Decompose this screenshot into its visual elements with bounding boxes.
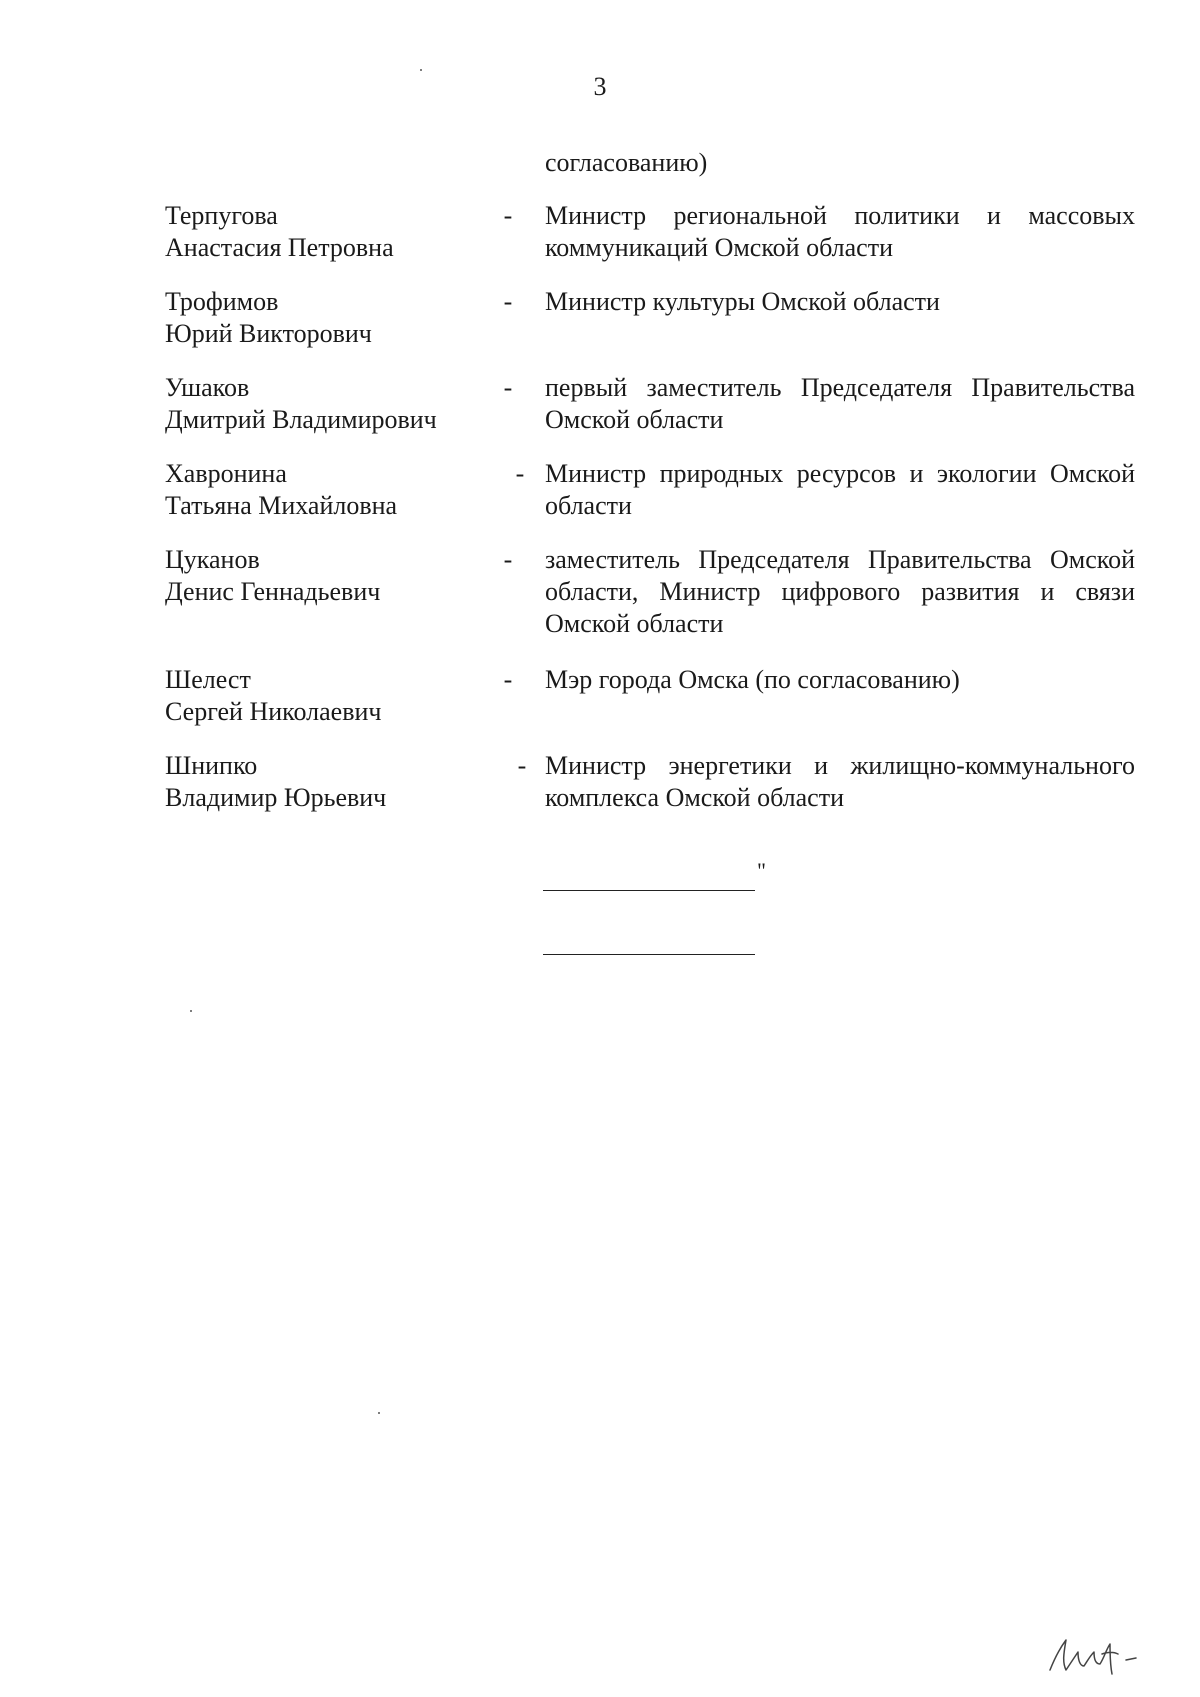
member-surname: Цуканов	[165, 545, 260, 574]
member-name	[165, 544, 485, 608]
member-surname: Ушаков	[165, 373, 250, 402]
scan-speck	[190, 1010, 192, 1012]
member-given-name: Дмитрий Владимирович	[165, 405, 437, 434]
member-name	[165, 200, 485, 264]
page-number: 3	[593, 72, 607, 101]
closing-rule	[543, 954, 755, 955]
dash: -	[503, 665, 513, 694]
member-name	[165, 286, 485, 350]
signature-mark	[1040, 1630, 1160, 1678]
member-name	[165, 664, 485, 728]
member-name	[165, 458, 485, 522]
dash: -	[517, 751, 527, 780]
member-role: Министр природных ресурсов и экологии Омской области	[545, 459, 1135, 520]
member-surname: Хавронина	[165, 459, 287, 488]
member-surname: Шнипко	[165, 751, 258, 780]
member-surname: Шелест	[165, 665, 251, 694]
scan-speck	[378, 1412, 380, 1414]
member-name	[165, 372, 485, 436]
member-role: заместитель Председателя Правительства Омской области, Министр цифрового развития и связи Омской области	[545, 545, 1135, 638]
member-given-name: Денис Геннадьевич	[165, 577, 381, 606]
scan-speck	[420, 69, 422, 71]
dash: -	[503, 373, 513, 402]
member-role: Министр энергетики и жилищно-коммунального комплекса Омской области	[545, 751, 1135, 812]
continuation-text: согласованию)	[545, 148, 708, 177]
dash: -	[503, 545, 513, 574]
member-role: Министр культуры Омской области	[545, 287, 940, 316]
member-surname: Терпугова	[165, 201, 278, 230]
member-given-name: Владимир Юрьевич	[165, 783, 387, 812]
dash: -	[515, 459, 525, 488]
member-given-name: Юрий Викторович	[165, 319, 372, 348]
member-given-name: Татьяна Михайловна	[165, 491, 398, 520]
dash: -	[503, 287, 513, 316]
member-given-name: Анастасия Петровна	[165, 233, 394, 262]
dash: -	[503, 201, 513, 230]
member-given-name: Сергей Николаевич	[165, 697, 382, 726]
closing-quote: "	[757, 858, 766, 883]
member-role: Министр региональной политики и массовых коммуникаций Омской области	[545, 201, 1135, 262]
member-role: первый заместитель Председателя Правительства Омской области	[545, 373, 1135, 434]
member-role: Мэр города Омска (по согласованию)	[545, 665, 960, 694]
member-surname: Трофимов	[165, 287, 279, 316]
closing-rule	[543, 890, 755, 891]
member-name	[165, 750, 485, 814]
